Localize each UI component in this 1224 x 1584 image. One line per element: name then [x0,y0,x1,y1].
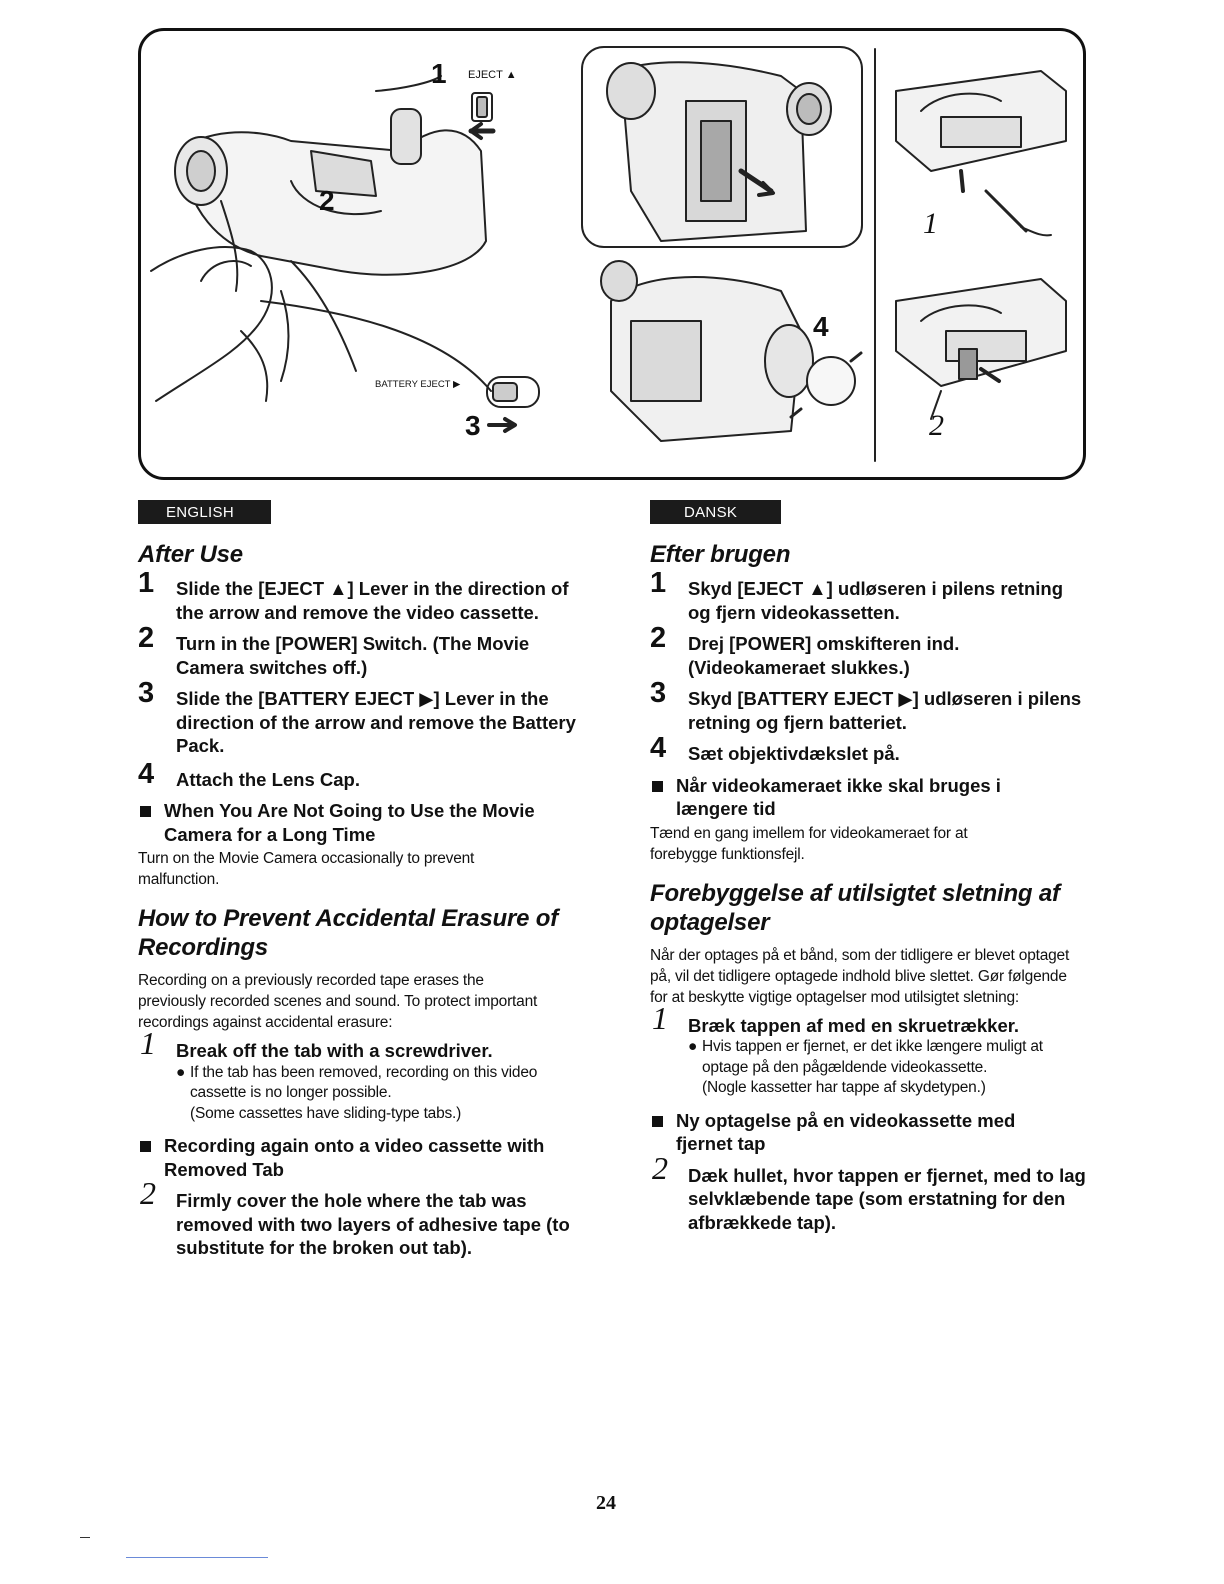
step-text: Attach the Lens Cap. [176,768,360,790]
camcorder-left-drawing [151,76,491,401]
step-number: 1 [138,567,155,599]
efter-brugen-step-2 [650,622,1008,679]
step-text: Drej [POWER] omskifteren ind. (Videokameraet slukkes.) [688,633,960,678]
after-use-title: After Use [138,541,243,568]
step-number: 2 [140,1175,156,1211]
english-section-badge: ENGLISH [138,500,271,524]
step-4-label: 4 [813,311,829,342]
scan-underline [126,1557,268,1558]
ny-optagelse-heading [650,1109,1056,1156]
step-text: Slide the [EJECT ▲] Lever in the direction of the arrow and remove the video cassette. [176,578,569,623]
prevent-step-1-note-2: (Some cassettes have sliding-type tabs.) [190,1104,462,1122]
bullet-square [140,1141,151,1152]
tab-step-1-label: 1 [923,207,938,240]
cassette-tab-drawing [896,71,1066,235]
step-text: Slide the [BATTERY EJECT ▶] Lever in the direction of the arrow and remove the Battery Pack. [176,688,576,756]
prevent-step-1 [138,1025,588,1063]
forebyggelse-step-2 [650,1149,1088,1235]
record-again-heading-text: Recording again onto a video cassette with Removed Tab [164,1135,545,1180]
cassette-bay-drawing [607,62,831,241]
forebyggelse-step-1-note: ● Hvis tappen er fjernet, er det ikke længere muligt at optage på den pågældende videokassette. [688,1038,1043,1076]
page-number: 24 [596,1492,616,1514]
step-text: Turn in the [POWER] Switch. (The Movie Camera switches off.) [176,633,530,678]
step-number: 2 [650,622,667,654]
step-text: Break off the tab with a screwdriver. [176,1040,493,1061]
step-number: 2 [138,622,155,654]
cassette-tape-drawing [896,279,1066,419]
long-time-text-dansk: Tænd en gang imellem for videokameraet for at forebygge funktionsfejl. [650,824,968,863]
bullet-square [652,1116,663,1127]
eject-label: EJECT ▲ [468,69,517,81]
step-number: 1 [652,999,668,1036]
after-use-step-3 [138,677,588,758]
step-1-label: 1 [431,58,447,89]
long-time-heading-text: When You Are Not Going to Use the Movie Camera for a Long Time [164,800,535,845]
bullet-square [652,781,663,792]
prevent-erasure-title: How to Prevent Accidental Erasure of Recordings [138,905,559,961]
step-number: 1 [650,567,667,599]
scan-mark [80,1537,90,1538]
step-2-label: 2 [319,185,335,216]
step-number: 4 [138,757,155,790]
efter-brugen-step-3 [650,677,1090,734]
illustration-panel [138,28,1086,480]
long-time-heading-dansk [650,774,1056,821]
bullet-square [140,806,151,817]
prevent-erasure-intro: Recording on a previously recorded tape erases the previously recorded scenes and sound. To protect important recordings against accidental erasure: [138,972,538,1031]
efter-brugen-step-4 [650,732,1090,766]
forebyggelse-title: Forebyggelse af utilsigtet sletning af optagelser [650,879,1060,936]
efter-brugen-step-1 [650,567,1090,624]
step-text: Firmly cover the hole where the tab was removed with two layers of adhesive tape (to substitute for the broken out tab). [176,1190,570,1258]
record-again-heading [138,1134,588,1181]
after-use-step-4 [138,757,588,792]
long-time-heading [138,799,588,846]
english-column [138,540,588,1260]
forebyggelse-intro: Når der optages på et bånd, som der tidligere er blevet optaget på, vil det tidligere optagede indhold blive slettet. Gør følgende for at beskytte vigtige optagelser mod utilsigtet sletning: [650,946,1070,1006]
note-text: Hvis tappen er fjernet, er det ikke længere muligt at optage på den pågældende videokassette. [702,1038,1043,1076]
tab-step-2-label: 2 [929,409,944,442]
long-time-heading-dansk-text: Når videokameraet ikke skal bruges i længere tid [676,774,1001,819]
step-number: 2 [652,1149,668,1186]
step-text: Dæk hullet, hvor tappen er fjernet, med to lag selvklæbende tape (som erstatning for den afbrækkede tap). [688,1164,1086,1233]
efter-brugen-title: Efter brugen [650,541,791,568]
step-text: Skyd [BATTERY EJECT ▶] udløseren i pilens retning og fjern batteriet. [688,688,1082,733]
step-3-label: 3 [465,410,481,441]
note-text: If the tab has been removed, recording on this video cassette is no longer possible. [190,1063,538,1101]
dansk-section-badge: DANSK [650,500,781,524]
forebyggelse-step-1 [650,999,1090,1038]
step-text: Bræk tappen af med en skruetrækker. [688,1014,1020,1036]
battery-eject-label: BATTERY EJECT ▶ [375,379,461,390]
after-use-step-1 [138,567,588,624]
step-text: Skyd [EJECT ▲] udløseren i pilens retning og fjern videokassetten. [688,578,1064,623]
prevent-step-1-note: ● If the tab has been removed, recording on this video cassette is no longer possible. [176,1063,538,1101]
dansk-column [650,540,1090,1234]
ny-optagelse-heading-text: Ny optagelse på en videokassette med fjernet tap [676,1109,1016,1154]
lens-cap-drawing [601,261,861,441]
long-time-text: Turn on the Movie Camera occasionally to prevent malfunction. [138,850,475,888]
step-text: Sæt objektivdækslet på. [688,743,900,764]
step-number: 3 [650,677,667,709]
after-use-step-2 [138,622,588,679]
camcorder-illustration [141,31,1086,480]
step-number: 1 [140,1025,156,1061]
prevent-step-2 [138,1175,576,1260]
forebyggelse-step-1-note-2: (Nogle kassetter har tappe af skydetypen.) [702,1079,986,1096]
step-number: 4 [650,732,667,764]
step-number: 3 [138,677,155,709]
